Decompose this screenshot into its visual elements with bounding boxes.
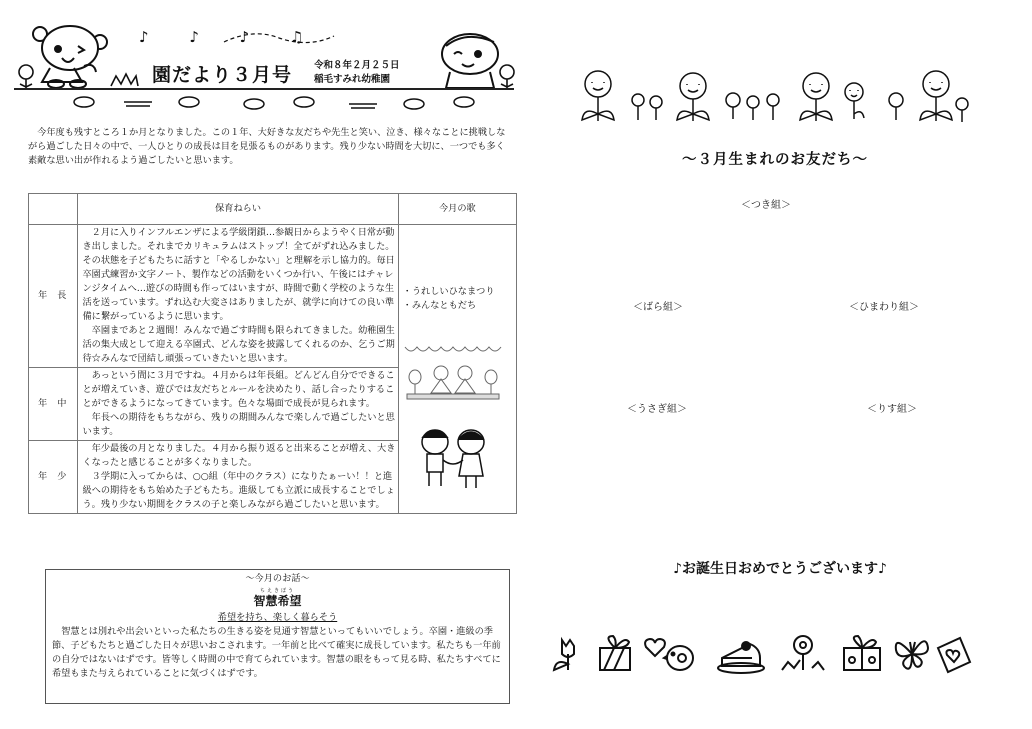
- flower-icon: [14, 64, 38, 90]
- music-notes-decoration: ♪ ♪ ♪ ♫: [139, 28, 322, 46]
- smiling-flowers-decoration: [578, 68, 968, 124]
- dashed-path-decoration: [224, 30, 334, 46]
- table-header-row: [29, 194, 517, 225]
- school-name: 稲毛すみれ幼稚園: [314, 74, 391, 85]
- aims-cell: [78, 368, 398, 441]
- song-list: [403, 285, 512, 313]
- class-label-risu: ＜りす組＞: [867, 404, 917, 415]
- class-label-bara: ＜ばら組＞: [633, 302, 683, 313]
- aims-header: 保育ねらい: [78, 194, 398, 225]
- childcare-aims-table: [28, 193, 517, 514]
- banner-ground-line: [14, 88, 514, 90]
- header-banner: [14, 22, 514, 116]
- heart-icon: [644, 636, 666, 658]
- monthly-story-box: [45, 569, 510, 704]
- grade-cell: 年長: [29, 225, 78, 368]
- class-label-usagi: ＜うさぎ組＞: [627, 404, 687, 415]
- aims-paragraph: ３学期に入ってからは、○○組（年中のクラス）になりたぁーい！！と進級への期待をもち始めた子どもたち。進級しても立派に成長することでしょう。残り少ない期間をクラスの子と楽しみながら過ごしたいと思います。: [82, 471, 395, 510]
- grade-cell: 年少: [29, 441, 78, 514]
- story-heading: ～今月のお話～: [245, 573, 310, 584]
- class-label-himawari: ＜ひまわり組＞: [849, 302, 919, 313]
- story-title: 智慧希望: [253, 594, 302, 608]
- chick-icon: [664, 642, 696, 674]
- story-title-ruby: ちえきぼう: [259, 588, 295, 594]
- flower-icon: [778, 634, 828, 672]
- heart-card-icon: [936, 634, 972, 672]
- class-label-tsuki: ＜つき組＞: [741, 200, 791, 211]
- aims-paragraph: 卒園まであと２週間！みんなで過ごす時間も限られてきました。幼稚園生活の集大成として迎える卒園式、どんな姿を披露してくれるのか、乞うご期待☆みんなで団結し頑張っていきたいと思います。: [82, 325, 395, 364]
- song-header: 今月の歌: [398, 194, 516, 225]
- tulip-icon: [550, 636, 586, 672]
- song-cell: [398, 225, 516, 514]
- children-holding-hands-illustration: [403, 426, 503, 496]
- aims-paragraph: 年長への期待をもちながら、残りの期間みんなで楽しんで過ごしたいと思います。: [82, 412, 395, 437]
- story-subtitle-wrap: [52, 611, 503, 625]
- butterfly-icon: [894, 636, 930, 670]
- newsletter-title: 園だより３月号: [152, 64, 293, 86]
- hina-dolls-illustration: [403, 341, 503, 401]
- grade-cell: 年中: [29, 368, 78, 441]
- gift-box-icon: [596, 634, 636, 672]
- aims-cell: [78, 225, 398, 368]
- grade-header: [29, 194, 78, 225]
- cake-slice-icon: [716, 638, 766, 674]
- aims-cell: [78, 441, 398, 514]
- issue-date: 令和８年２月２５日: [314, 60, 400, 71]
- march-birthdays-heading: ～３月生まれのお友だち～: [682, 152, 868, 168]
- story-subtitle: 希望を持ち、楽しく暮らそう: [217, 612, 338, 623]
- aims-paragraph: あっという間に３月ですね。４月からは年長組。どんどん自分でできることが増えていき、遊びでは友だちとルールを決めたり、話し合ったりすることができるようになってきています。色々な場面で成長が見られます。: [82, 370, 395, 409]
- aims-paragraph: 年少最後の月となりました。４月から振り返ると出来ることが増え、大きくなったと感じることが多くなりました。: [82, 443, 396, 468]
- gift-box-icon: [840, 634, 884, 672]
- tadpoles-decoration: [64, 94, 504, 112]
- aims-paragraph: ２月に入りインフルエンザによる学級閉鎖…参観日からようやく日常が動き出しました。それまでカリキュラムはストップ！全てがずれ込みました。その状態を子どもたちに話すと「やるしかない」と理解を示し協力的。毎日卒園式練習か文字ノート、製作などの活動をいくつか行い、午後にはチャレンジタイムへ…遊びの時間も作ってはいますが、時間で動く学校のような生活を送っています。ずれ込む大変さはありましたが、就学に向けての良い準備に繋がっているように思います。: [82, 227, 395, 322]
- table-row: [29, 225, 517, 368]
- birthday-icons-row: [550, 632, 970, 674]
- story-body: 智慧とは別れや出会いといった私たちの生きる姿を見通す智慧といってもいいでしょう。卒園・進級の季節、子どもたちと過ごした日々が思いおこされます。一年前と比べて確実に成長しています。私たちも一年前の自分ではないはずです。皆等しく時間の中で育てられています。智慧の眼をもって見る時、私たちすべてに希望もまた与えられていることに気づくはずです。: [52, 626, 501, 679]
- song-item: ・うれしいひなまつり: [402, 286, 495, 297]
- grass-icon: [109, 70, 139, 86]
- song-item: ・みんなともだち: [402, 300, 477, 311]
- intro-paragraph: 今年度も残すところ１か月となりました。この１年、大好きな友だちや先生と笑い、泣き、様々なことに挑戦しながら過ごした日々の中で、一人ひとりの成長は目を見張るものがあります。残り少ない時間を大切に、一つでも多く素敵な思い出が作れるよう過ごしたいと思います。: [28, 127, 506, 166]
- flower-icon: [496, 64, 518, 90]
- birthday-congrats-message: ♪お誕生日おめでとうございます♪: [673, 561, 887, 577]
